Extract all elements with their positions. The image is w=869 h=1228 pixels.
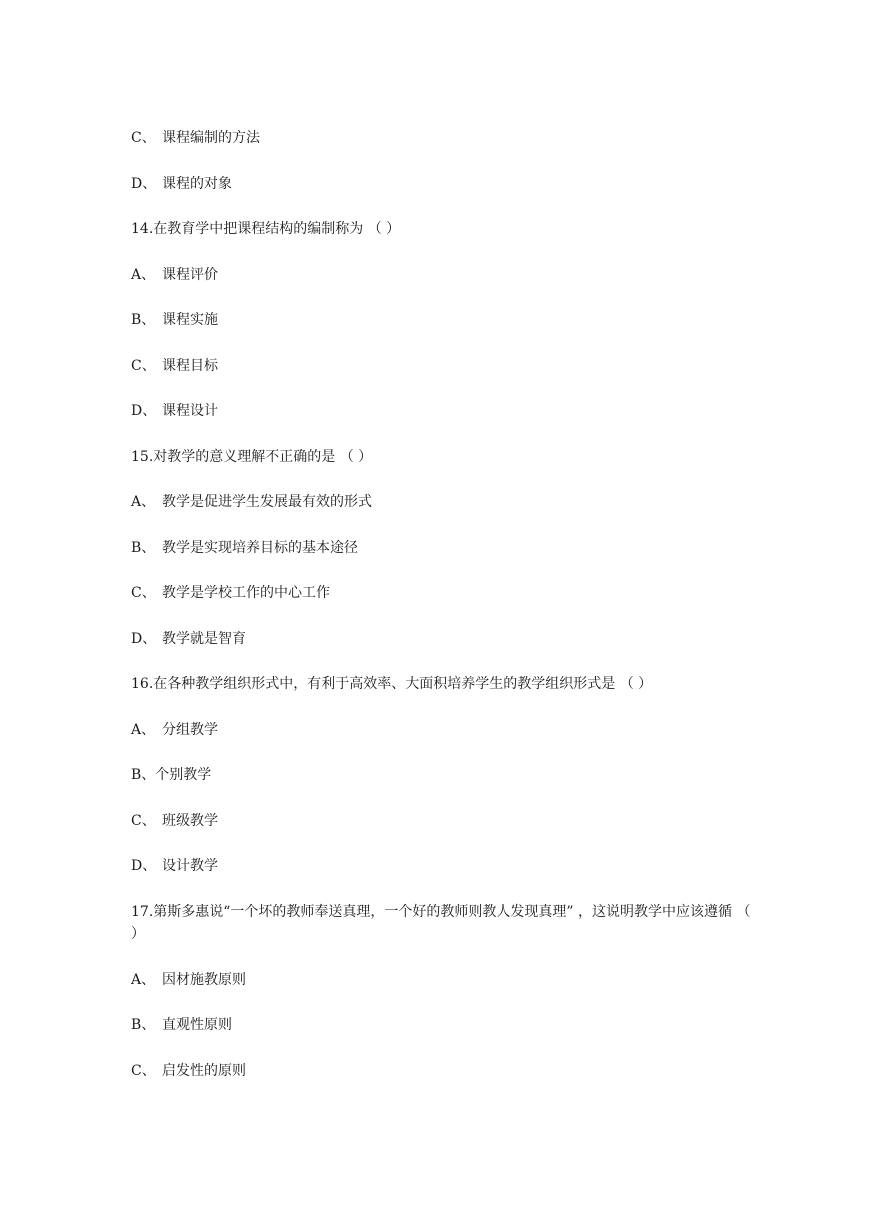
option-c-q16 bbox=[131, 810, 218, 832]
option-letter: A、 bbox=[131, 722, 156, 738]
option-letter: C、 bbox=[131, 358, 156, 374]
question-14: 14.在教育学中把课程结构的编制称为 （ ） bbox=[131, 221, 401, 237]
option-letter: B、 bbox=[131, 540, 156, 556]
option-text: 教学是实现培养目标的基本途径 bbox=[162, 540, 358, 556]
option-b-q14 bbox=[131, 309, 218, 331]
option-letter: C、 bbox=[131, 585, 156, 601]
option-text: 启发性的原则 bbox=[162, 1063, 246, 1079]
question-17: 17.第斯多惠说“一个坏的教师奉送真理，一个好的教师则教人发现真理” ，这说明教学中应该遵循 （ ） bbox=[131, 904, 751, 942]
option-c-q17 bbox=[131, 1060, 246, 1082]
option-letter: A、 bbox=[131, 972, 156, 988]
option-d-q14 bbox=[131, 400, 218, 422]
option-letter: D、 bbox=[131, 176, 157, 192]
option-text: 班级教学 bbox=[162, 813, 218, 829]
option-a-q15 bbox=[131, 491, 372, 513]
option-text: 教学是促进学生发展最有效的形式 bbox=[162, 494, 372, 510]
question-15: 15.对教学的意义理解不正确的是 （ ） bbox=[131, 449, 373, 465]
option-b-q15 bbox=[131, 537, 358, 559]
option-text: 教学是学校工作的中心工作 bbox=[162, 585, 330, 601]
option-text: 分组教学 bbox=[162, 722, 218, 738]
option-a-q17 bbox=[131, 969, 246, 991]
option-a-q16 bbox=[131, 719, 218, 741]
option-letter: C、 bbox=[131, 1063, 156, 1079]
option-letter: D、 bbox=[131, 403, 157, 419]
option-letter: A、 bbox=[131, 494, 156, 510]
question-16: 16.在各种教学组织形式中，有利于高效率、大面积培养学生的教学组织形式是 （ ） bbox=[131, 676, 653, 692]
option-c-q14 bbox=[131, 355, 218, 377]
option-text: 课程编制的方法 bbox=[162, 130, 260, 146]
option-letter: A、 bbox=[131, 267, 156, 283]
option-text: 课程的对象 bbox=[162, 176, 232, 192]
option-d-q15 bbox=[131, 628, 246, 650]
option-letter: C、 bbox=[131, 813, 156, 829]
option-text: 课程评价 bbox=[162, 267, 218, 283]
option-text: 因材施教原则 bbox=[162, 972, 246, 988]
option-text: 设计教学 bbox=[162, 858, 218, 874]
option-c-q15 bbox=[131, 582, 330, 604]
option-letter: B、 bbox=[131, 1017, 156, 1033]
option-b-q17 bbox=[131, 1014, 232, 1036]
option-d-q16 bbox=[131, 855, 218, 877]
option-text: 直观性原则 bbox=[162, 1017, 232, 1033]
option-text: 课程目标 bbox=[162, 358, 218, 374]
option-text: 教学就是智育 bbox=[162, 631, 246, 647]
option-text: 课程设计 bbox=[162, 403, 218, 419]
option-text: 课程实施 bbox=[162, 312, 218, 328]
option-a-q14 bbox=[131, 264, 218, 286]
option-c-q13 bbox=[131, 127, 260, 149]
option-letter: B、 bbox=[131, 312, 156, 328]
option-b-q16: B、个别教学 bbox=[131, 767, 212, 783]
option-letter: D、 bbox=[131, 858, 157, 874]
option-letter: D、 bbox=[131, 631, 157, 647]
option-letter: C、 bbox=[131, 130, 156, 146]
option-d-q13 bbox=[131, 173, 232, 195]
